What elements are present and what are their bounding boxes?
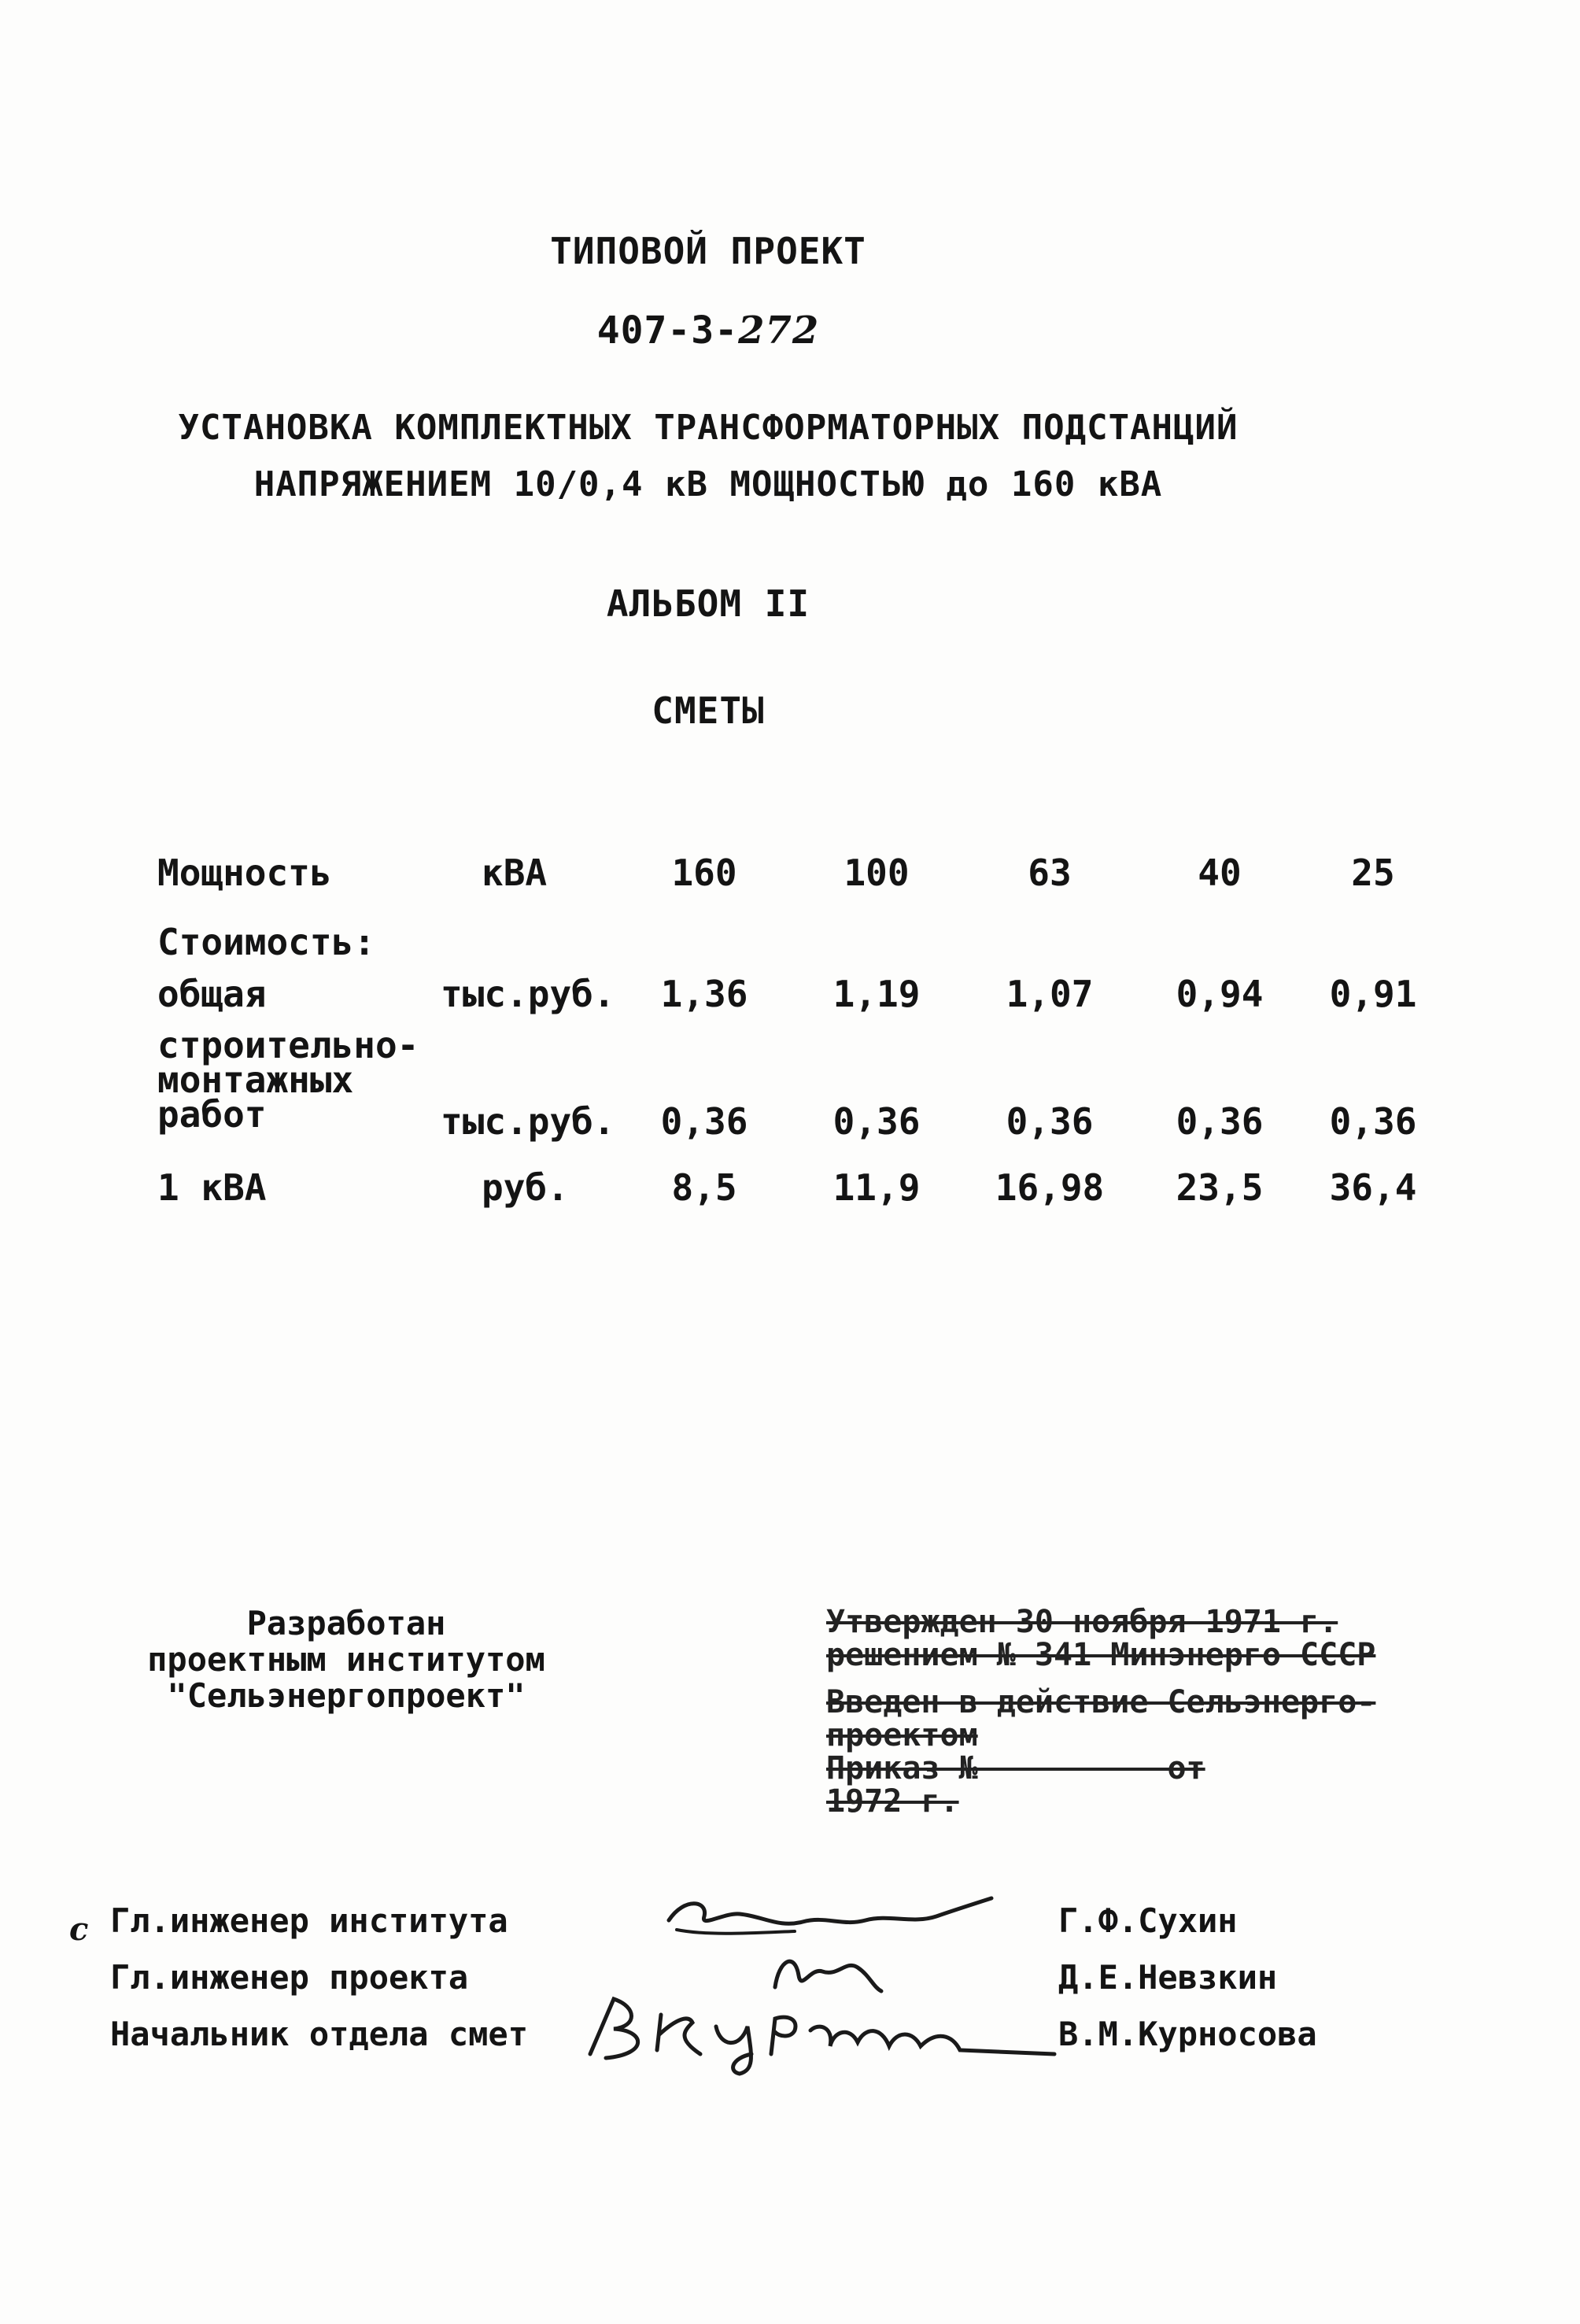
table-cell: 0,91 <box>1329 973 1417 1015</box>
approval-line: Утвержден 30 ноября 1971 г. <box>826 1604 1338 1640</box>
row-unit-construction: тыс.руб. <box>441 1100 615 1143</box>
table-cell: 23,5 <box>1176 1166 1264 1209</box>
subject-line-1: УСТАНОВКА КОМПЛЕКТНЫХ ТРАНСФОРМАТОРНЫХ ПОДСТАНЦИЙ <box>178 408 1239 448</box>
album-label: АЛЬБОМ II <box>606 582 810 625</box>
table-cell: 1,19 <box>832 973 921 1015</box>
table-cell: 1,07 <box>1006 973 1094 1015</box>
subject-line-2: НАПРЯЖЕНИЕМ 10/0,4 кВ МОЩНОСТЬЮ до 160 кВА <box>253 464 1163 504</box>
table-cell: 8,5 <box>671 1166 737 1209</box>
margin-mark: с <box>69 1911 89 1948</box>
table-cell: 0,94 <box>1176 973 1264 1015</box>
developer-line: Разработан <box>246 1604 446 1642</box>
signature-role: Начальник отдела смет <box>110 2015 529 2053</box>
approval-line: 1972 г. <box>826 1783 959 1820</box>
row-label-total: общая <box>157 973 267 1015</box>
handwritten-signature-3 <box>582 1983 1070 2078</box>
row-label-construction-line2: монтажных <box>157 1059 354 1101</box>
handwritten-signature-1 <box>661 1881 1007 1952</box>
row-label-construction <box>157 1024 419 1136</box>
power-value: 63 <box>1028 852 1072 894</box>
power-value: 100 <box>844 852 910 894</box>
section-label: СМЕТЫ <box>652 689 765 732</box>
developer-line: проектным институтом <box>147 1640 545 1679</box>
project-number <box>0 309 1416 353</box>
developer-line: "Сельэнергопроект" <box>167 1676 526 1715</box>
power-value: 160 <box>671 852 737 894</box>
row-unit-total: тыс.руб. <box>441 973 615 1015</box>
row-label-per-kva: 1 кВА <box>157 1166 267 1209</box>
row-label-construction-line3: работ <box>157 1093 267 1136</box>
approval-line: решением № 341 Минэнерго СССР <box>826 1637 1376 1673</box>
signature-name: Г.Ф.Сухин <box>1058 1901 1238 1940</box>
table-cell: 0,36 <box>1006 1100 1094 1143</box>
project-number-handwritten: 272 <box>738 309 820 353</box>
approval-line: проектом <box>826 1717 978 1753</box>
table-cell: 11,9 <box>832 1166 921 1209</box>
table-cell: 36,4 <box>1329 1166 1417 1209</box>
table-cell: 1,36 <box>660 973 748 1015</box>
document-title: ТИПОВОЙ ПРОЕКТ <box>550 230 866 272</box>
table-cell: 16,98 <box>995 1166 1105 1209</box>
table-cell: 0,36 <box>1176 1100 1264 1143</box>
row-unit-per-kva: руб. <box>482 1166 569 1209</box>
table-cell: 0,36 <box>660 1100 748 1143</box>
signature-name: Д.Е.Невзкин <box>1058 1958 1278 1997</box>
power-label: Мощность <box>157 852 332 894</box>
cost-label: Стоимость: <box>157 921 375 963</box>
power-unit: кВА <box>482 852 548 894</box>
approval-line: Приказ № от <box>826 1750 1205 1786</box>
power-value: 40 <box>1198 852 1242 894</box>
power-value: 25 <box>1351 852 1395 894</box>
approval-line: Введен в действие Сельэнерго- <box>826 1684 1376 1720</box>
row-label-construction-line1: строительно- <box>157 1024 419 1066</box>
signature-role: Гл.инженер института <box>110 1901 508 1940</box>
approval-block <box>826 1605 1495 1818</box>
table-cell: 0,36 <box>1329 1100 1417 1143</box>
developer-block <box>110 1605 582 1714</box>
table-cell: 0,36 <box>832 1100 921 1143</box>
signature-name: В.М.Курносова <box>1058 2015 1317 2053</box>
project-number-printed: 407-3- <box>596 309 739 353</box>
signature-role: Гл.инженер проекта <box>110 1958 469 1997</box>
